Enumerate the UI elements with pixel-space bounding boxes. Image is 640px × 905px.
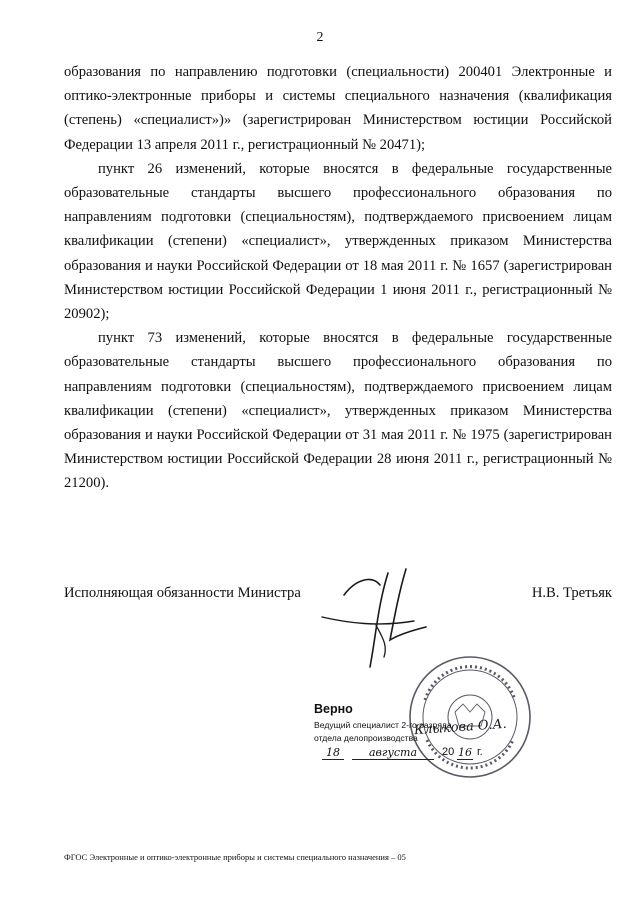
date-day: 18 (322, 746, 344, 760)
certification-position: Ведущий специалист 2-го разряда (314, 720, 452, 730)
signatory-name: Н.В. Третьяк (531, 585, 612, 601)
date-month: августа (352, 746, 434, 760)
date-year: 16 (458, 746, 472, 759)
paragraph-3: пункт 73 изменений, которые вносятся в федеральные государственные образовательные стандарты высшего профессионального образования по направлениям подготовки (специальностям), подтверждаемого присвоением лицам квалификации (степени) «специалист», утвержденных приказом Министерства образования и науки Российской Федерации от 31 мая 2011 г. № 1975 (зарегистрирован Министерством юстиции Российской Федерации 28 июня 2011 г., регистрационный № 21200). (64, 330, 612, 492)
certification-surname: Клыкова О.А. (413, 716, 508, 739)
date-year-suffix: г. (477, 746, 483, 758)
page-footer: ФГОС Электронные и оптико-электронные приборы и системы специального назначения – 05 (64, 852, 406, 862)
date-year-prefix: 20 (442, 746, 455, 758)
certification-department: отдела делопроизводства (314, 733, 418, 743)
certification-title: Верно (314, 702, 353, 716)
paragraph-1: образования по направлению подготовки (специальности) 200401 Электронные и оптико-электронные приборы и системы специального назначения (квалификация (степень) «специалист»)» (зарегистрирован Министерством юстиции Российской Федерации 13 апреля 2011 г., регистрационный № 20471); (64, 64, 612, 153)
page-number: 2 (316, 30, 324, 45)
signatory-role: Исполняющая обязанности Министра (64, 585, 301, 601)
paragraph-2: пункт 26 изменений, которые вносятся в федеральные государственные образовательные стандарты высшего профессионального образования по направлениям подготовки (специальностям), подтверждаемого присвоением лицам квалификации (степени) «специалист», утвержденных приказом Министерства образования и науки Российской Федерации от 18 мая 2011 г. № 1657 (зарегистрирован Министерством юстиции Российской Федерации 1 июня 2011 г., регистрационный № 20902); (64, 160, 612, 323)
official-seal (405, 652, 535, 782)
document-body (64, 60, 612, 496)
